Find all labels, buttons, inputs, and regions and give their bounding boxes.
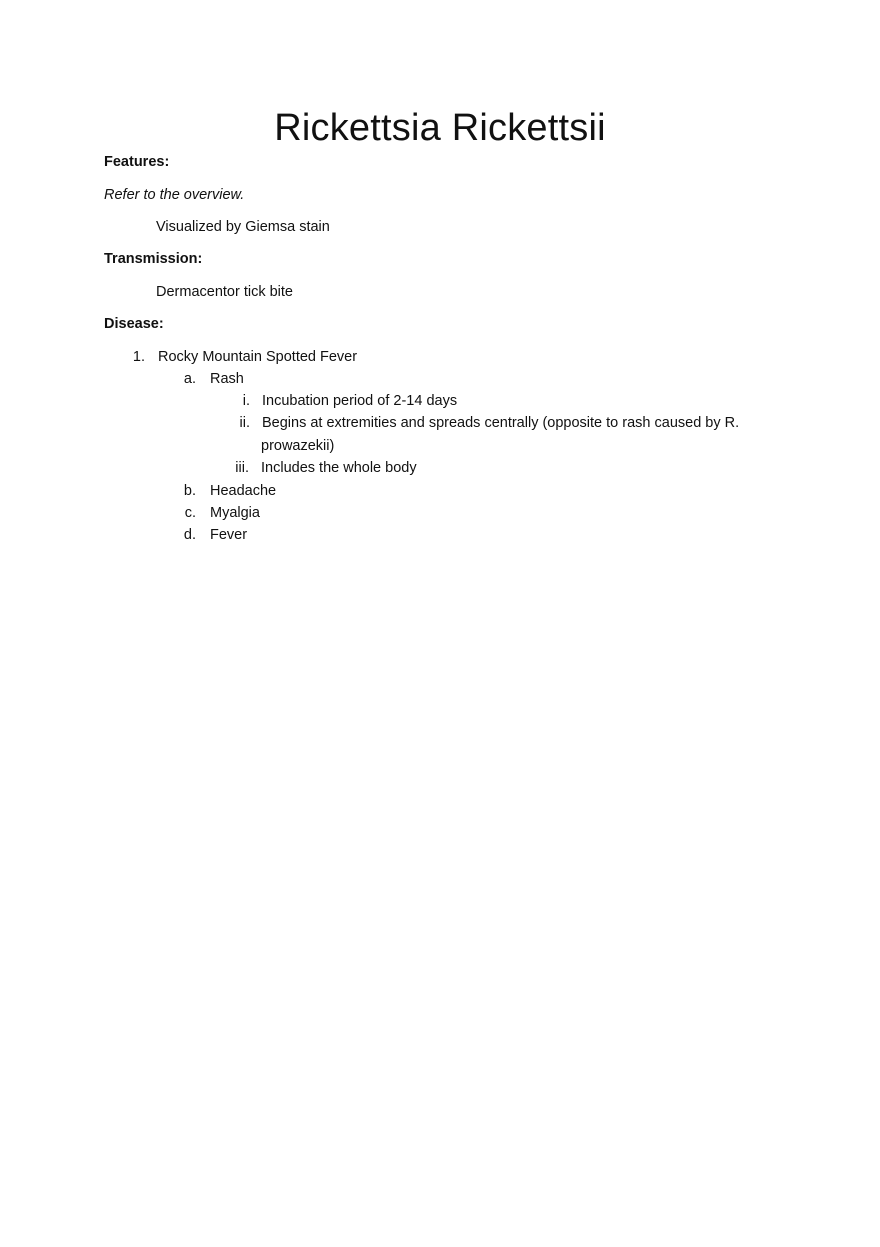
features-detail: Visualized by Giemsa stain bbox=[156, 219, 330, 235]
features-heading: Features: bbox=[104, 154, 170, 170]
list-marker: a. bbox=[183, 371, 196, 387]
list-marker: iii. bbox=[235, 460, 249, 476]
list-item-text: Includes the whole body bbox=[261, 460, 417, 476]
list-marker: c. bbox=[184, 505, 196, 521]
disease-heading: Disease: bbox=[104, 316, 164, 332]
list-marker: d. bbox=[183, 527, 196, 543]
list-item-text: Myalgia bbox=[210, 505, 260, 521]
list-item-text: Fever bbox=[210, 527, 248, 543]
page-title: Rickettsia Rickettsii bbox=[274, 107, 606, 149]
list-item-text: prowazekii) bbox=[261, 438, 335, 454]
list-marker: ii. bbox=[239, 415, 250, 431]
list-marker: 1. bbox=[132, 349, 145, 365]
features-note: Refer to the overview. bbox=[104, 187, 245, 203]
list-marker: i. bbox=[242, 393, 250, 409]
list-item-text: Rocky Mountain Spotted Fever bbox=[158, 349, 358, 365]
list-marker: b. bbox=[183, 483, 196, 499]
list-item-text: Begins at extremities and spreads centrally (opposite to rash caused by R. bbox=[262, 415, 740, 431]
transmission-heading: Transmission: bbox=[104, 251, 203, 267]
transmission-detail: Dermacentor tick bite bbox=[156, 284, 293, 300]
list-item-text: Incubation period of 2-14 days bbox=[262, 393, 458, 409]
list-item-text: Headache bbox=[210, 483, 277, 499]
list-item-text: Rash bbox=[210, 371, 244, 387]
